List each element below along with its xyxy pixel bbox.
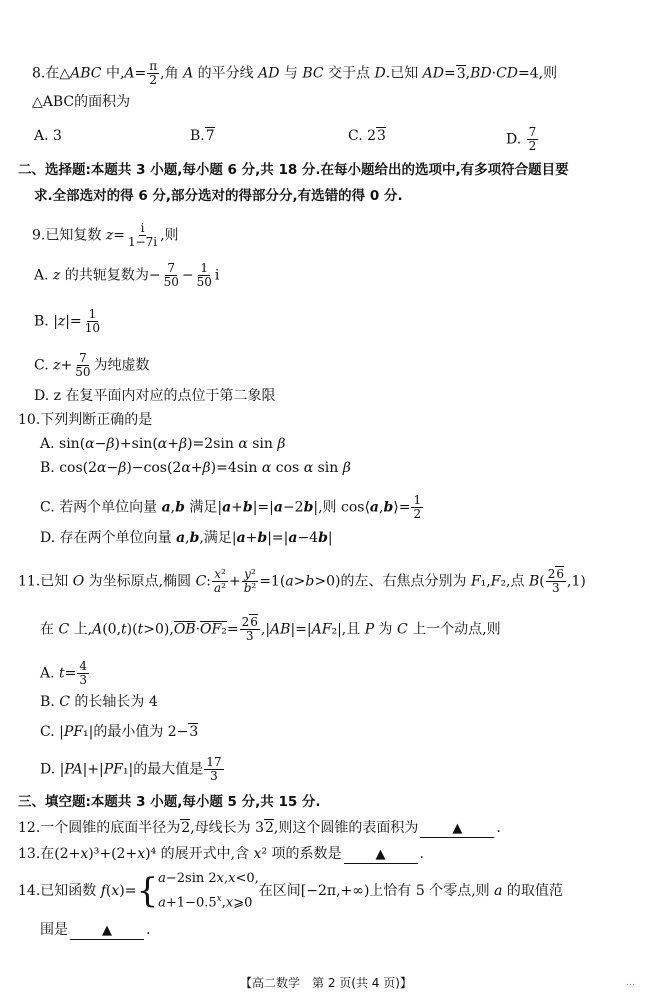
q8-option-b: B.7 <box>190 128 215 144</box>
q9-option-a: A. z 的共轭复数为− $\frac{7}{50}$ − $\frac{1}{50}$ i <box>34 261 220 289</box>
q13-stem: 13.在(2+x)³+(2+x)⁴ 的展开式中,含 x² 项的系数是 ▲ . <box>18 846 424 862</box>
q8-stem-line1: 8.在△ABC 中,A= $\frac{\pi}{2}$ ,角 A 的平分线 AD 与 BC 交于点 D.已知 AD=3,BD·CD=4,则 <box>32 59 558 87</box>
triangle-icon: ▲ <box>452 821 463 836</box>
section2-line2: 求.全部选对的得 6 分,部分选对的得部分分,有选错的得 0 分. <box>34 188 403 204</box>
corner-mark: … <box>626 978 635 988</box>
q10-option-c: C. 若两个单位向量 a,b 满足|a+b|=|a−2b|,则 cos⟨a,b⟩= $\frac{1}{2}$ <box>40 493 422 521</box>
q11-option-d: D. |PA|+|PF₁|的最大值是 $\frac{17}{3}$ <box>40 755 222 783</box>
q10-option-a: A. sin(α−β)+sin(α+β)=2sin α sin β <box>40 436 286 452</box>
q10-stem: 10.下列判断正确的是 <box>18 412 153 428</box>
section3-heading: 三、填空题:本题共 3 小题,每小题 5 分,共 15 分. <box>18 794 321 810</box>
q12-stem: 12.一个圆锥的底面半径为2,母线长为 32,则这个圆锥的表面积为 ▲ . <box>18 820 501 836</box>
q11-stem-line2: 在 C 上$,A(0,t)(t>0),\overline{OB}\cdot OF_2=$ $\frac{26}{3}$ ,|AB|=|AF₂|,且 P 为 C 上一个动点,则 <box>40 615 501 643</box>
q14-answer-blank[interactable] <box>70 922 144 940</box>
triangle-icon: ▲ <box>375 847 386 862</box>
section2-line1: 二、选择题:本题共 3 小题,每小题 6 分,共 18 分.在每小题给出的选项中,有多项符合题目要 <box>18 162 569 178</box>
q9-option-d: D. z 在复平面内对应的点位于第二象限 <box>34 388 276 404</box>
q14-piecewise: a−2sin 2x,x<0, $a+1-0.5^x,x⩾0$ <box>158 870 259 911</box>
q12-answer-blank[interactable] <box>420 820 494 838</box>
q13-answer-blank[interactable] <box>344 846 418 864</box>
q8-option-a: A. 3 <box>34 128 62 144</box>
q8-stem-line2: △ABC的面积为 <box>32 94 131 110</box>
q14-stem-line2: 围是 ▲ . <box>40 922 151 938</box>
q11-option-c: C. |PF₁|的最小值为 2−3 <box>40 724 199 740</box>
q9-stem: 9.已知复数 z= $\frac{i}{1-7i}$ ,则 <box>32 221 179 249</box>
triangle-icon: ▲ <box>102 923 112 938</box>
q14-stem-line1: 14.已知函数 f(x)={ a−2sin 2x,x<0, $a+1-0.5^x,x⩾0$ 在区间[−2π,+∞)上恰有 5 个零点,则 a 的取值范 <box>18 868 632 914</box>
q8-option-c: C. 23 <box>348 128 386 144</box>
q8-option-d: D. $\frac{7}{2}$ <box>506 125 537 153</box>
q11-stem-line1: 11.已知 O 为坐标原点,椭圆 C: $\frac{\text{x²}}{\text{a²}}$ + $\frac{\text{y²}}{\text{b²}}$ =1(a>b>0)的左、右焦点分别为 F₁,F₂,点 B( $\frac{26}{3}$ ,1) <box>18 567 586 595</box>
q9-option-c: C. z+ $\frac{7}{50}$ 为纯虚数 <box>34 351 150 379</box>
q11-option-b: B. C 的长轴长为 4 <box>40 694 158 710</box>
q9-option-b: B. |z|= $\frac{1}{10}$ <box>34 307 101 335</box>
q10-option-d: D. 存在两个单位向量 a,b,满足|a+b|=|a−4b| <box>40 530 333 546</box>
q10-option-b: B. cos(2α−β)−cos(2α+β)=4sin α cos α sin β <box>40 460 351 476</box>
page-footer: 【高二数学 第 2 页(共 4 页)】 <box>240 976 412 990</box>
q11-option-a: A. t= $\frac{4}{3}$ <box>40 659 88 687</box>
